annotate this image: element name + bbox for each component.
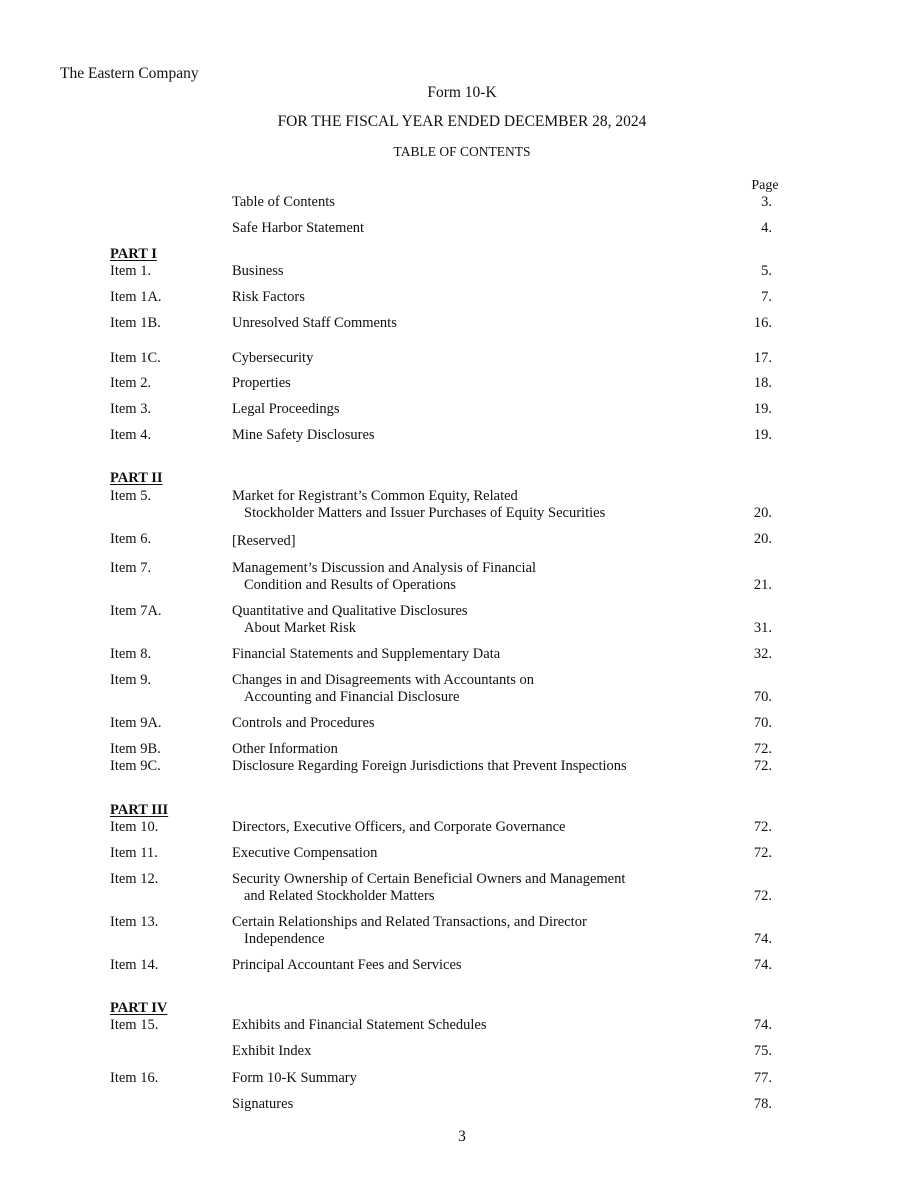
toc-entry-title: Table of Contents	[232, 194, 335, 210]
item-title: Form 10-K Summary	[232, 1070, 357, 1086]
item-title-line: Changes in and Disagreements with Accountants on	[232, 672, 535, 688]
item-number: Item 3.	[110, 401, 152, 417]
item-title-continuation: Independence	[244, 931, 325, 947]
item-title: Principal Accountant Fees and Services	[232, 957, 462, 973]
item-number: Item 7A.	[110, 603, 162, 619]
company-name: The Eastern Company	[60, 65, 199, 82]
item-page: 72.	[753, 888, 772, 904]
item-title-line: Market for Registrant’s Common Equity, Related	[232, 488, 518, 504]
item-page: 74.	[753, 1017, 772, 1033]
item-page: 72.	[753, 741, 772, 757]
toc-title: TABLE OF CONTENTS	[393, 144, 531, 159]
item-page: 70.	[753, 715, 772, 731]
item-page: 70.	[753, 689, 772, 705]
item-page: 77.	[753, 1070, 772, 1086]
item-number: Item 9A.	[110, 715, 162, 731]
item-number: Item 5.	[110, 488, 152, 504]
fiscal-year-heading: FOR THE FISCAL YEAR ENDED DECEMBER 28, 2024	[277, 113, 647, 130]
item-number: Item 9.	[110, 672, 152, 688]
item-number: Item 1A.	[110, 289, 162, 305]
item-number: Item 14.	[110, 957, 159, 973]
item-title: Exhibits and Financial Statement Schedules	[232, 1017, 487, 1033]
item-page: 75.	[753, 1043, 772, 1059]
item-number: Item 1C.	[110, 350, 161, 366]
item-title: Mine Safety Disclosures	[232, 427, 375, 443]
item-number: Item 15.	[110, 1017, 159, 1033]
item-title: Cybersecurity	[232, 350, 314, 366]
form-type: Form 10-K	[427, 84, 497, 101]
item-title-line: Security Ownership of Certain Beneficial Owners and Management	[232, 871, 626, 887]
item-title: Controls and Procedures	[232, 715, 375, 731]
item-title-continuation: Stockholder Matters and Issuer Purchases of Equity Securities	[244, 505, 606, 521]
item-number: Item 2.	[110, 375, 152, 391]
item-page: 16.	[753, 315, 772, 331]
item-title-continuation: and Related Stockholder Matters	[244, 888, 435, 904]
item-title: Disclosure Regarding Foreign Jurisdictions that Prevent Inspections	[232, 758, 627, 774]
item-title	[232, 871, 625, 905]
item-page: 72.	[753, 819, 772, 835]
item-page: 20.	[753, 531, 772, 547]
item-title-line: Quantitative and Qualitative Disclosures	[232, 603, 468, 619]
item-title	[232, 672, 534, 706]
item-page: 7.	[761, 289, 772, 305]
toc-entry-page: 3.	[761, 194, 772, 210]
item-number: Item 9B.	[110, 741, 161, 757]
page-number: 3	[458, 1128, 466, 1145]
item-title: Directors, Executive Officers, and Corporate Governance	[232, 819, 566, 835]
item-title: Other Information	[232, 741, 338, 757]
part-heading: PART III	[110, 802, 169, 818]
item-number: Item 16.	[110, 1070, 159, 1086]
item-title	[232, 488, 605, 522]
item-page: 32.	[753, 646, 772, 662]
item-title-continuation: Accounting and Financial Disclosure	[244, 689, 460, 705]
item-title-continuation: About Market Risk	[244, 620, 356, 636]
item-number: Item 13.	[110, 914, 159, 930]
item-page: 78.	[753, 1096, 772, 1112]
item-number: Item 1B.	[110, 315, 161, 331]
item-page: 20.	[753, 505, 772, 521]
item-page: 72.	[753, 845, 772, 861]
item-page: 31.	[753, 620, 772, 636]
item-page: 5.	[761, 263, 772, 279]
item-title: Executive Compensation	[232, 845, 378, 861]
part-heading: PART IV	[110, 1000, 168, 1016]
item-title: Risk Factors	[232, 289, 305, 305]
item-page: 19.	[753, 427, 772, 443]
item-number: Item 1.	[110, 263, 152, 279]
item-title: Legal Proceedings	[232, 401, 340, 417]
item-page: 21.	[753, 577, 772, 593]
item-page: 74.	[753, 931, 772, 947]
item-number: Item 12.	[110, 871, 159, 887]
item-page: 74.	[753, 957, 772, 973]
item-title: Properties	[232, 375, 291, 391]
item-title-line: Certain Relationships and Related Transactions, and Director	[232, 914, 587, 930]
item-title-line: Management’s Discussion and Analysis of Financial	[232, 560, 537, 576]
item-number: Item 9C.	[110, 758, 161, 774]
page-column-label: Page	[751, 178, 779, 193]
item-title: Business	[232, 263, 284, 279]
item-number: Item 8.	[110, 646, 152, 662]
toc-entry-page: 4.	[761, 220, 772, 236]
item-title	[232, 603, 468, 637]
item-title-continuation: Condition and Results of Operations	[244, 577, 456, 593]
item-title: Financial Statements and Supplementary Data	[232, 646, 501, 662]
toc-entry-title: Safe Harbor Statement	[232, 220, 365, 236]
item-title	[232, 914, 587, 948]
item-number: Item 4.	[110, 427, 152, 443]
item-title: Exhibit Index	[232, 1043, 312, 1059]
item-page: 19.	[753, 401, 772, 417]
part-heading: PART II	[110, 470, 163, 486]
item-title: Signatures	[232, 1096, 294, 1112]
item-title	[232, 560, 536, 594]
item-number: Item 6.	[110, 531, 152, 547]
item-title: [Reserved]	[232, 533, 296, 549]
item-page: 17.	[753, 350, 772, 366]
item-title: Unresolved Staff Comments	[232, 315, 397, 331]
item-page: 72.	[753, 758, 772, 774]
item-page: 18.	[753, 375, 772, 391]
item-number: Item 10.	[110, 819, 159, 835]
part-heading: PART I	[110, 246, 157, 262]
item-number: Item 7.	[110, 560, 152, 576]
item-number: Item 11.	[110, 845, 158, 861]
